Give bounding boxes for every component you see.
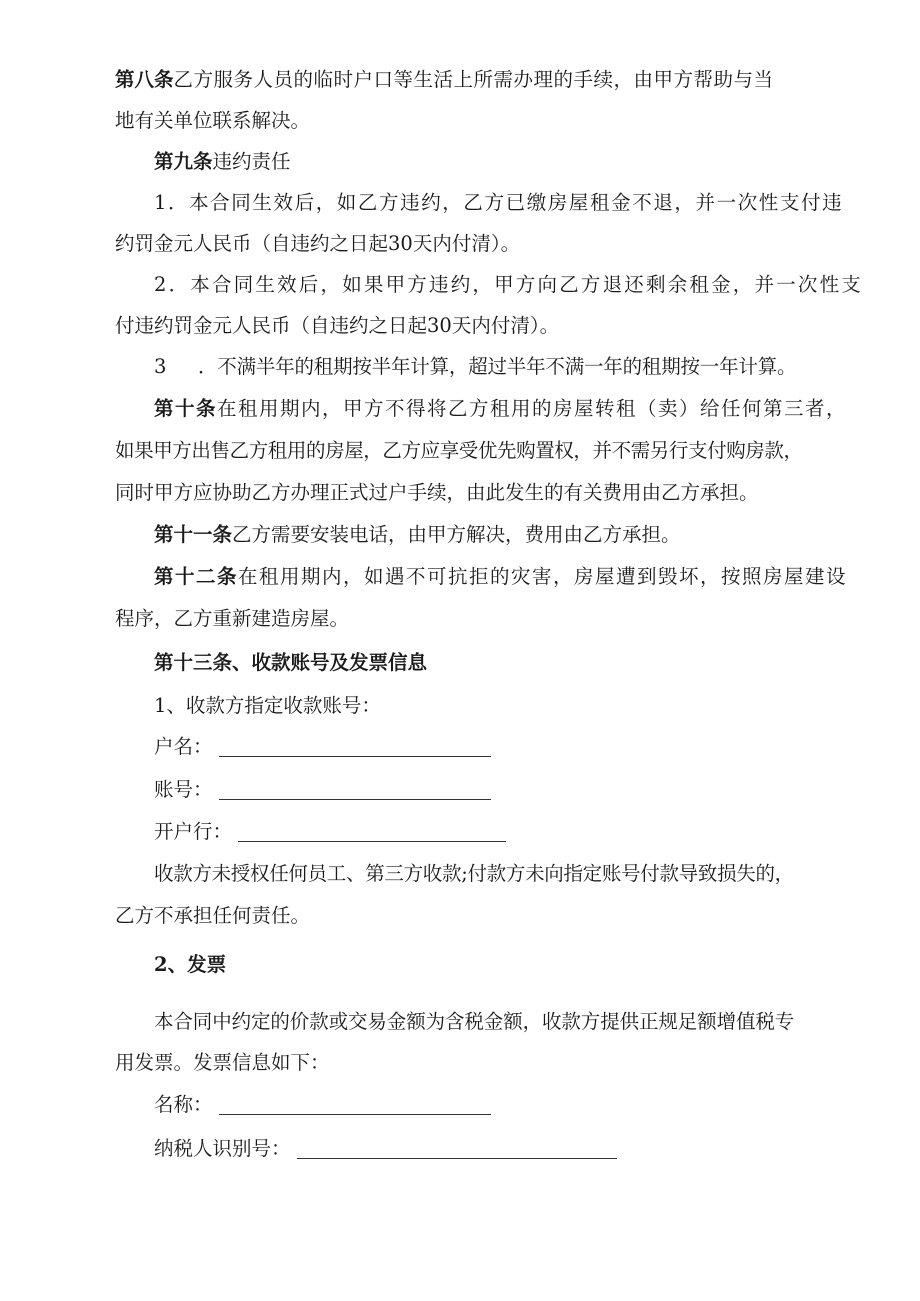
account-name-blank — [219, 738, 491, 757]
art12-heading: 第十二条 — [154, 565, 239, 588]
taxpayer-id-label: 纳税人识别号： — [154, 1137, 291, 1160]
account-number-label: 账号： — [154, 778, 213, 801]
art9-title: 违约责任 — [212, 150, 291, 173]
art9-heading: 第九条 — [154, 150, 213, 173]
art9-item3-text: ．不满半年的租期按半年计算，超过半年不满一年的租期按一年计算。 — [198, 355, 797, 378]
disclaimer-line2: 乙方不承担任何责任。 — [115, 904, 311, 927]
art10-line2: 如果甲方出售乙方租用的房屋，乙方应享受优先购置权，并不需另行支付购房款， — [115, 439, 803, 462]
disclaimer-line1: 收款方未授权任何员工、第三方收款;付款方未向指定账号付款导致损失的， — [154, 862, 794, 885]
invoice-name-label: 名称： — [154, 1093, 213, 1116]
art10-heading: 第十条 — [154, 397, 218, 420]
invoice-line1: 本合同中约定的价款或交易金额为含税金额，收款方提供正规足额增值税专 — [154, 1010, 795, 1033]
art10-text1: 在租用期内，甲方不得将乙方租用的房屋转租（卖）给任何第三者， — [217, 397, 848, 420]
art9-item2-line1: 2．本合同生效后，如果甲方违约，甲方向乙方退还剩余租金，并一次性支 — [154, 273, 864, 296]
art9-item1-line2: 约罚金元人民币（自违约之日起30天内付清）。 — [115, 232, 521, 255]
art8-heading: 第八条 — [115, 68, 174, 91]
art8-line1 — [115, 70, 821, 90]
invoice-line2: 用发票。发票信息如下： — [115, 1051, 330, 1074]
art13-heading: 第十三条、收款账号及发票信息 — [154, 651, 428, 674]
art10-line1 — [154, 399, 847, 419]
bank-blank — [238, 823, 506, 842]
taxpayer-id-blank — [297, 1140, 617, 1159]
invoice-heading: 2、发票 — [154, 953, 227, 976]
art10-line3: 同时甲方应协助乙方办理正式过户手续，由此发生的有关费用由乙方承担。 — [115, 481, 759, 504]
bank-field — [154, 822, 506, 842]
art9-item1-line1: 1．本合同生效后，如乙方违约，乙方已缴房屋租金不退，并一次性支付违 — [154, 191, 844, 214]
account-intro: 1、收款方指定收款账号： — [154, 694, 381, 717]
art8-text1: 乙方服务人员的临时户口等生活上所需办理的手续，由甲方帮助与当 — [173, 68, 774, 91]
art9-heading-line — [154, 152, 291, 172]
taxpayer-id-field — [154, 1139, 617, 1159]
invoice-name-blank — [219, 1096, 491, 1115]
art11-text: 乙方需要安装电话，由甲方解决，费用由乙方承担。 — [232, 523, 681, 546]
invoice-name-field — [154, 1095, 491, 1115]
art11-line — [154, 525, 681, 545]
account-number-blank — [219, 781, 491, 800]
art8-line2: 地有关单位联系解决。 — [115, 109, 311, 132]
bank-label: 开户行： — [154, 820, 233, 843]
art9-item3 — [154, 357, 796, 377]
art11-heading: 第十一条 — [154, 523, 233, 546]
account-name-label: 户名： — [154, 735, 213, 758]
art9-item3-number: 3 — [154, 355, 167, 378]
art9-item2-line2: 付违约罚金元人民币（自违约之日起30天内付清）。 — [115, 314, 560, 337]
art12-line1 — [154, 567, 847, 587]
account-number-field — [154, 780, 491, 800]
account-name-field — [154, 737, 491, 757]
art12-text1: 在租用期内，如遇不可抗拒的灾害，房屋遭到毁坏，按照房屋建设 — [238, 565, 848, 588]
art12-line2: 程序，乙方重新建造房屋。 — [115, 607, 350, 630]
